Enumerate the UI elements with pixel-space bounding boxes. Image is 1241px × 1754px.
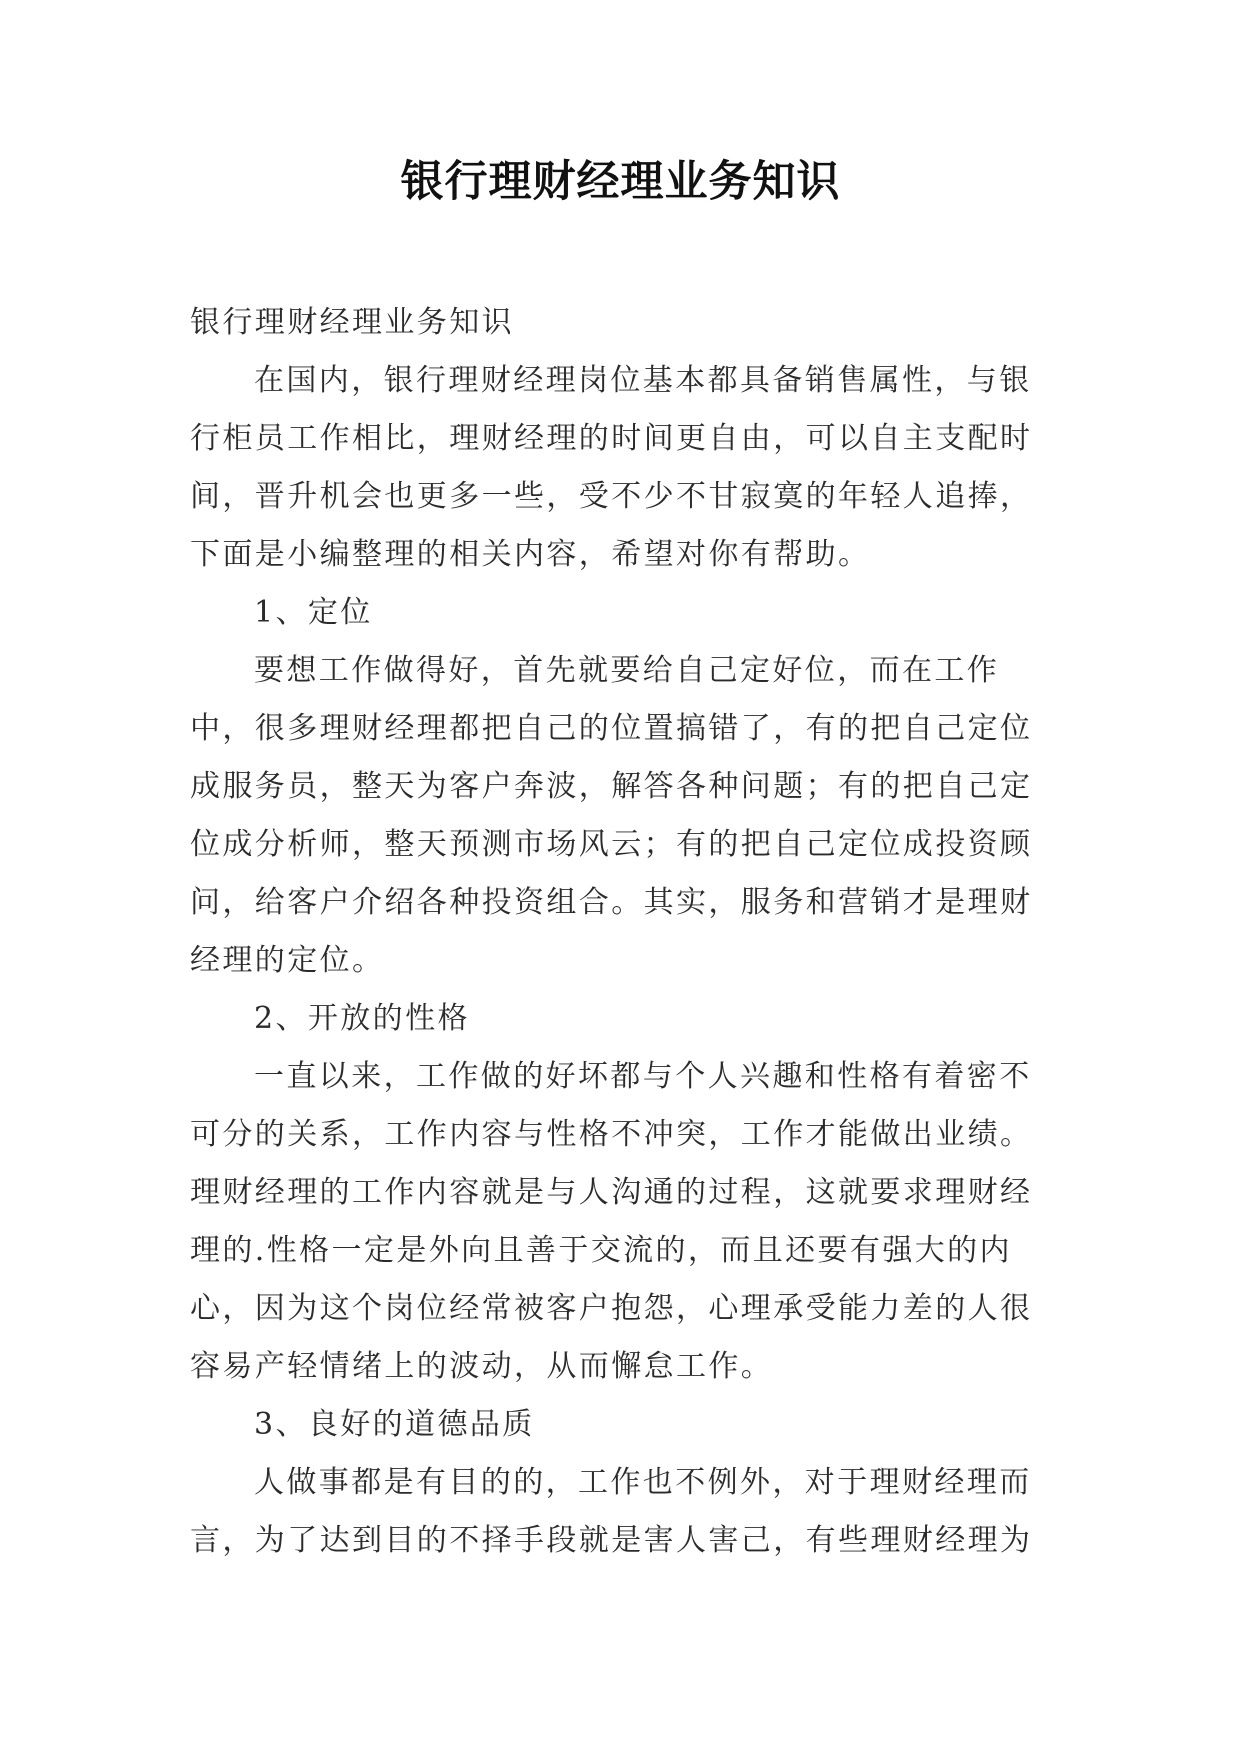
document-body xyxy=(190,294,1052,1570)
section-heading-2: 2、开放的性格 xyxy=(254,1001,470,1036)
paragraph-section-2: 一直以来，工作做的好坏都与个人兴趣和性格有着密不可分的关系，工作内容与性格不冲突，工作才能做出业绩。理财经理的工作内容就是与人沟通的过程，这就要求理财经理的.性格一定是外向且善于交流的，而且还要有强大的内心，因为这个岗位经常被客户抱怨，心理承受能力差的人很容易产轻情绪上的波动，从而懈怠工作。 xyxy=(190,1059,1033,1384)
paragraph-intro: 在国内，银行理财经理岗位基本都具备销售属性，与银行柜员工作相比，理财经理的时间更自由，可以自主支配时间，晋升机会也更多一些，受不少不甘寂寞的年轻人追捧，下面是小编整理的相关内容，希望对你有帮助。 xyxy=(190,363,1033,572)
document-subtitle: 银行理财经理业务知识 xyxy=(190,305,514,340)
document-title: 银行理财经理业务知识 xyxy=(400,157,841,207)
paragraph-section-3: 人做事都是有目的的，工作也不例外，对于理财经理而言，为了达到目的不择手段就是害人害己，有些理财经理为 xyxy=(190,1465,1033,1558)
section-heading-1: 1、定位 xyxy=(254,595,373,630)
section-heading-3: 3、良好的道德品质 xyxy=(254,1407,535,1442)
paragraph-section-1: 要想工作做得好，首先就要给自己定好位，而在工作中，很多理财经理都把自己的位置搞错了，有的把自己定位成服务员，整天为客户奔波，解答各种问题；有的把自己定位成分析师，整天预测市场风云；有的把自己定位成投资顾问，给客户介绍各种投资组合。其实，服务和营销才是理财经理的定位。 xyxy=(190,653,1033,978)
